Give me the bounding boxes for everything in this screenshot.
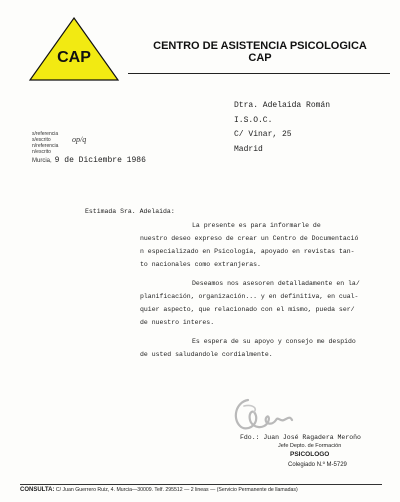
place-label: Murcia, xyxy=(32,158,52,164)
handwritten-signature xyxy=(218,396,302,438)
handwritten-reference: op/q xyxy=(72,135,87,144)
org-name: CENTRO DE ASISTENCIA PSICOLOGICA xyxy=(153,40,367,52)
ref-label: s/referencia xyxy=(32,131,59,137)
cap-logo xyxy=(28,16,120,82)
ref-label: n/referencia xyxy=(32,143,59,149)
ref-label: n/escrito xyxy=(32,149,51,155)
footer-address: C/ Juan Guerrero Ruiz, 4. Murcia—30009. Telf. 295512 — 2 lineas — (Servicio Permanente de llamadas) xyxy=(55,487,298,493)
body-line: Es espera de su apoyo y consejo me despido xyxy=(192,338,356,345)
body-line: Deseamos nos asesoren detalladamente en la/ xyxy=(192,280,360,287)
recipient-institution: I.S.O.C. xyxy=(234,116,273,125)
body-line: de usted saludandole cordialmente. xyxy=(140,351,273,358)
signer-name: Fdo.: Juan José Ragadera Meroño xyxy=(240,434,361,441)
body-line: to nacionales como extranjeras. xyxy=(140,261,261,268)
body-line: nuestro deseo expreso de crear un Centro de Documentació xyxy=(140,235,359,242)
letter-date: 9 de Diciembre 1986 xyxy=(54,156,146,165)
footer xyxy=(20,487,390,493)
colegiado-number: Colegiado N.º M-5729 xyxy=(288,462,347,468)
header-rule xyxy=(128,73,390,74)
salutation: Estimada Sra. Adelaida: xyxy=(85,208,175,215)
body-line: n especializado en Psicología, apoyado en revistas tan- xyxy=(140,248,355,255)
reference-block xyxy=(32,131,87,155)
signer-role: PSICOLOGO xyxy=(290,451,330,458)
signer-title: Jefe Depto. de Formación xyxy=(278,443,342,449)
recipient-city: Madrid xyxy=(234,145,263,154)
body-line: La presente es para informarle de xyxy=(192,222,321,229)
ref-label: s/escrito xyxy=(32,137,51,143)
recipient-street: C/ Vinar, 25 xyxy=(234,130,292,139)
place-date xyxy=(32,156,146,165)
footer-rule xyxy=(20,484,382,485)
body-line: planificación, organización... y en definitiva, en cual- xyxy=(140,293,359,300)
recipient-name: Dtra. Adelaida Román xyxy=(234,101,331,110)
body-line: quier aspecto, que relacionado con el mismo, pueda ser/ xyxy=(140,306,355,313)
org-short-name: CAP xyxy=(248,52,272,64)
footer-label: CONSULTA: xyxy=(20,487,55,493)
body-line: de nuestro interes. xyxy=(140,319,215,326)
logo-text: CAP xyxy=(57,49,91,66)
organization-header xyxy=(140,40,380,64)
